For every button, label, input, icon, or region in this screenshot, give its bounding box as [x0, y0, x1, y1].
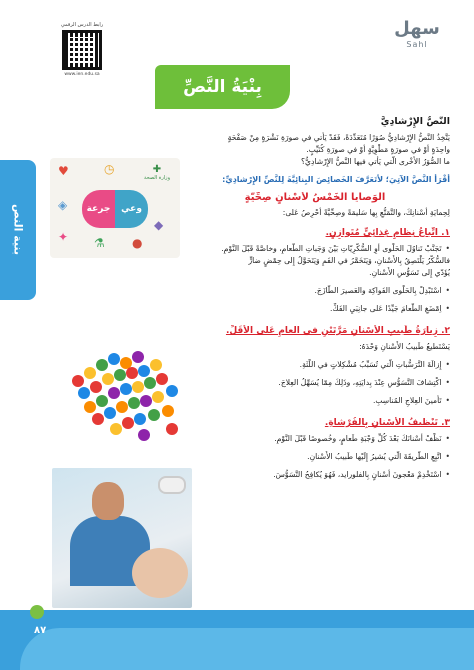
leaf-icon — [30, 605, 44, 619]
task-line: أَقْرَأُ النَّصَّ الآتِيَ؛ لأَتَعَرَّفَ الخَصائِصَ البِنائِيَّةَ لِلنَّصِّ الإِرْشادِيِّ: — [222, 175, 450, 184]
lesson-text — [180, 116, 450, 481]
section-title: ٣. تَنْظيفُ الأَسْنانِ بِالفُرْشاةِ. — [324, 418, 450, 428]
dentist-photo — [52, 468, 192, 608]
text-intro: لِحِمايَةِ أَسْنانِكَ، والتَّمَتُّعِ بِها سَليمَةً وصِحِّيَّةً أَحْرِصُ عَلى: — [282, 208, 450, 217]
qr-title: رابط الدرس الرقمي — [60, 22, 104, 28]
bottom-band — [0, 610, 474, 670]
list-item: • نَظِّفْ أَسْنانَكَ بَعْدَ كُلِّ وَجْبَةِ طَعامٍ، وخُصوصًا قَبْلَ النَّوْمِ. — [180, 433, 450, 445]
section-heading: النَّصُّ الإِرْشادِيُّ — [380, 116, 450, 127]
logo-main-text: سهل — [394, 18, 440, 39]
list-item: • اسْتَخْدِمْ مَعْجونَ أَسْنانٍ بِالفلورايد، فَهُوَ يُكافِحُ التَّسَوُّسَ. — [180, 469, 450, 481]
vitamin-icon: ◆ — [154, 218, 164, 232]
list-item: • اكْتِشافَ التَّسَوُّسِ عِنْدَ بِدايَتِهِ، وذَلِكَ مِمّا يُسَهِّلُ العِلاجَ. — [180, 377, 450, 389]
section-line: • تَجَنَّبْ تَناوُلَ الحَلْوى أَوِ السُّكَّرِيّاتِ بَيْنَ وَجَباتِ الطَّعامِ، وخاصَّةً قَبْلَ النَّوْمِ. — [180, 243, 450, 255]
list-item: • تَأْمينَ العِلاجِ المُناسِبِ. — [180, 395, 450, 407]
qr-block[interactable] — [52, 22, 112, 86]
health-awareness-image — [50, 158, 180, 258]
hub-right-word: وعي — [115, 190, 148, 228]
side-tab-label: بنية النص — [11, 204, 25, 256]
list-item: • إِزالَةَ التَّرَسُّباتِ الَّتي تُسَبِّبُ مُشْكِلاتٍ في اللِّثَةِ. — [180, 359, 450, 371]
section-line: فالسُّكَّرُ يَلْتَصِقُ بِالأَسْنانِ، وَيَتَخَمَّرُ في الفَمِ وَيَتَحَوَّلُ إِلى حِمْضٍ ضارٍّ — [248, 256, 450, 265]
title-banner — [155, 65, 290, 109]
dna-icon: ✦ — [58, 230, 69, 244]
page-number: ٨٧ — [34, 625, 47, 636]
list-item: • اِمْضَغِ الطَّعامَ جَيِّدًا عَلى جانِبَيِ الفَكِّ. — [180, 303, 450, 315]
flask-icon: ⚗ — [94, 236, 105, 250]
heart-icon: ♥ — [58, 164, 69, 178]
section-title: ١. اتِّباعُ نِظامٍ غِذائِيٍّ مُتَوازِنٍ. — [325, 228, 450, 238]
pill-icon: ● — [132, 236, 143, 250]
shield-icon: ◈ — [58, 198, 68, 212]
intro-line: يَتَّخِذُ النَّصُّ الإِرْشادِيُّ صُوَرًا مُتَعَدِّدَةً، فَقَدْ يَأْتي في صورَةِ نَشْرَةٍ مِنْ صَفْحَةٍ — [227, 133, 450, 142]
intro-line: واحِدَةٍ أَوْ في صورَةٍ مَطْوِيَّةٍ أَوْ في صورَةِ كُتَيِّبٍ. — [306, 145, 450, 154]
text-title: الوَصايا الخَمْسُ لأَسْنانٍ صِحِّيَّةٍ — [244, 192, 386, 203]
ministry-logo — [140, 164, 174, 181]
page-title: بِنْيَةُ النَّصِّ — [183, 77, 262, 97]
list-item: • اسْتَبْدِلْ بِالحَلْوى الفَواكِهَ والعَصيرَ الطّازَجَ. — [180, 285, 450, 297]
side-tab — [0, 160, 36, 300]
candy-image — [62, 345, 182, 445]
list-item: • اتَّبِعِ الطَّريقَةَ الَّتي يُشيرُ إِلَيْها طَبيبُ الأَسْنانِ. — [180, 451, 450, 463]
section-line: يَسْتَطيعُ طَبيبُ الأَسْنانِ وَحْدَهُ: — [359, 342, 450, 351]
ministry-logo-text: وزارة الصحة — [144, 175, 170, 181]
qr-code-icon[interactable] — [62, 30, 102, 70]
logo-sub-text: Sahl — [406, 40, 428, 49]
hub-left-word: جرعة — [82, 190, 115, 228]
intro-line: ما الصُّوَرُ الأُخْرى الَّتي يَأْتي فيها النَّصُّ الإِرْشادِيُّ؟ — [301, 157, 450, 166]
awareness-hub — [82, 190, 148, 228]
section-line: يُؤَدّي إِلى تَسَوُّسِ الأَسْنانِ. — [369, 268, 450, 277]
section-title: ٢. زِيارَةُ طَبيبِ الأَسْنانِ مَرَّتَيْنِ في العامِ عَلى الأَقَلِّ. — [225, 326, 450, 336]
qr-url: www.ien.edu.sa — [64, 72, 100, 77]
sahl-logo — [382, 18, 452, 58]
clock-icon: ◷ — [104, 162, 115, 176]
ministry-logo-icon: ✚ — [152, 164, 162, 175]
